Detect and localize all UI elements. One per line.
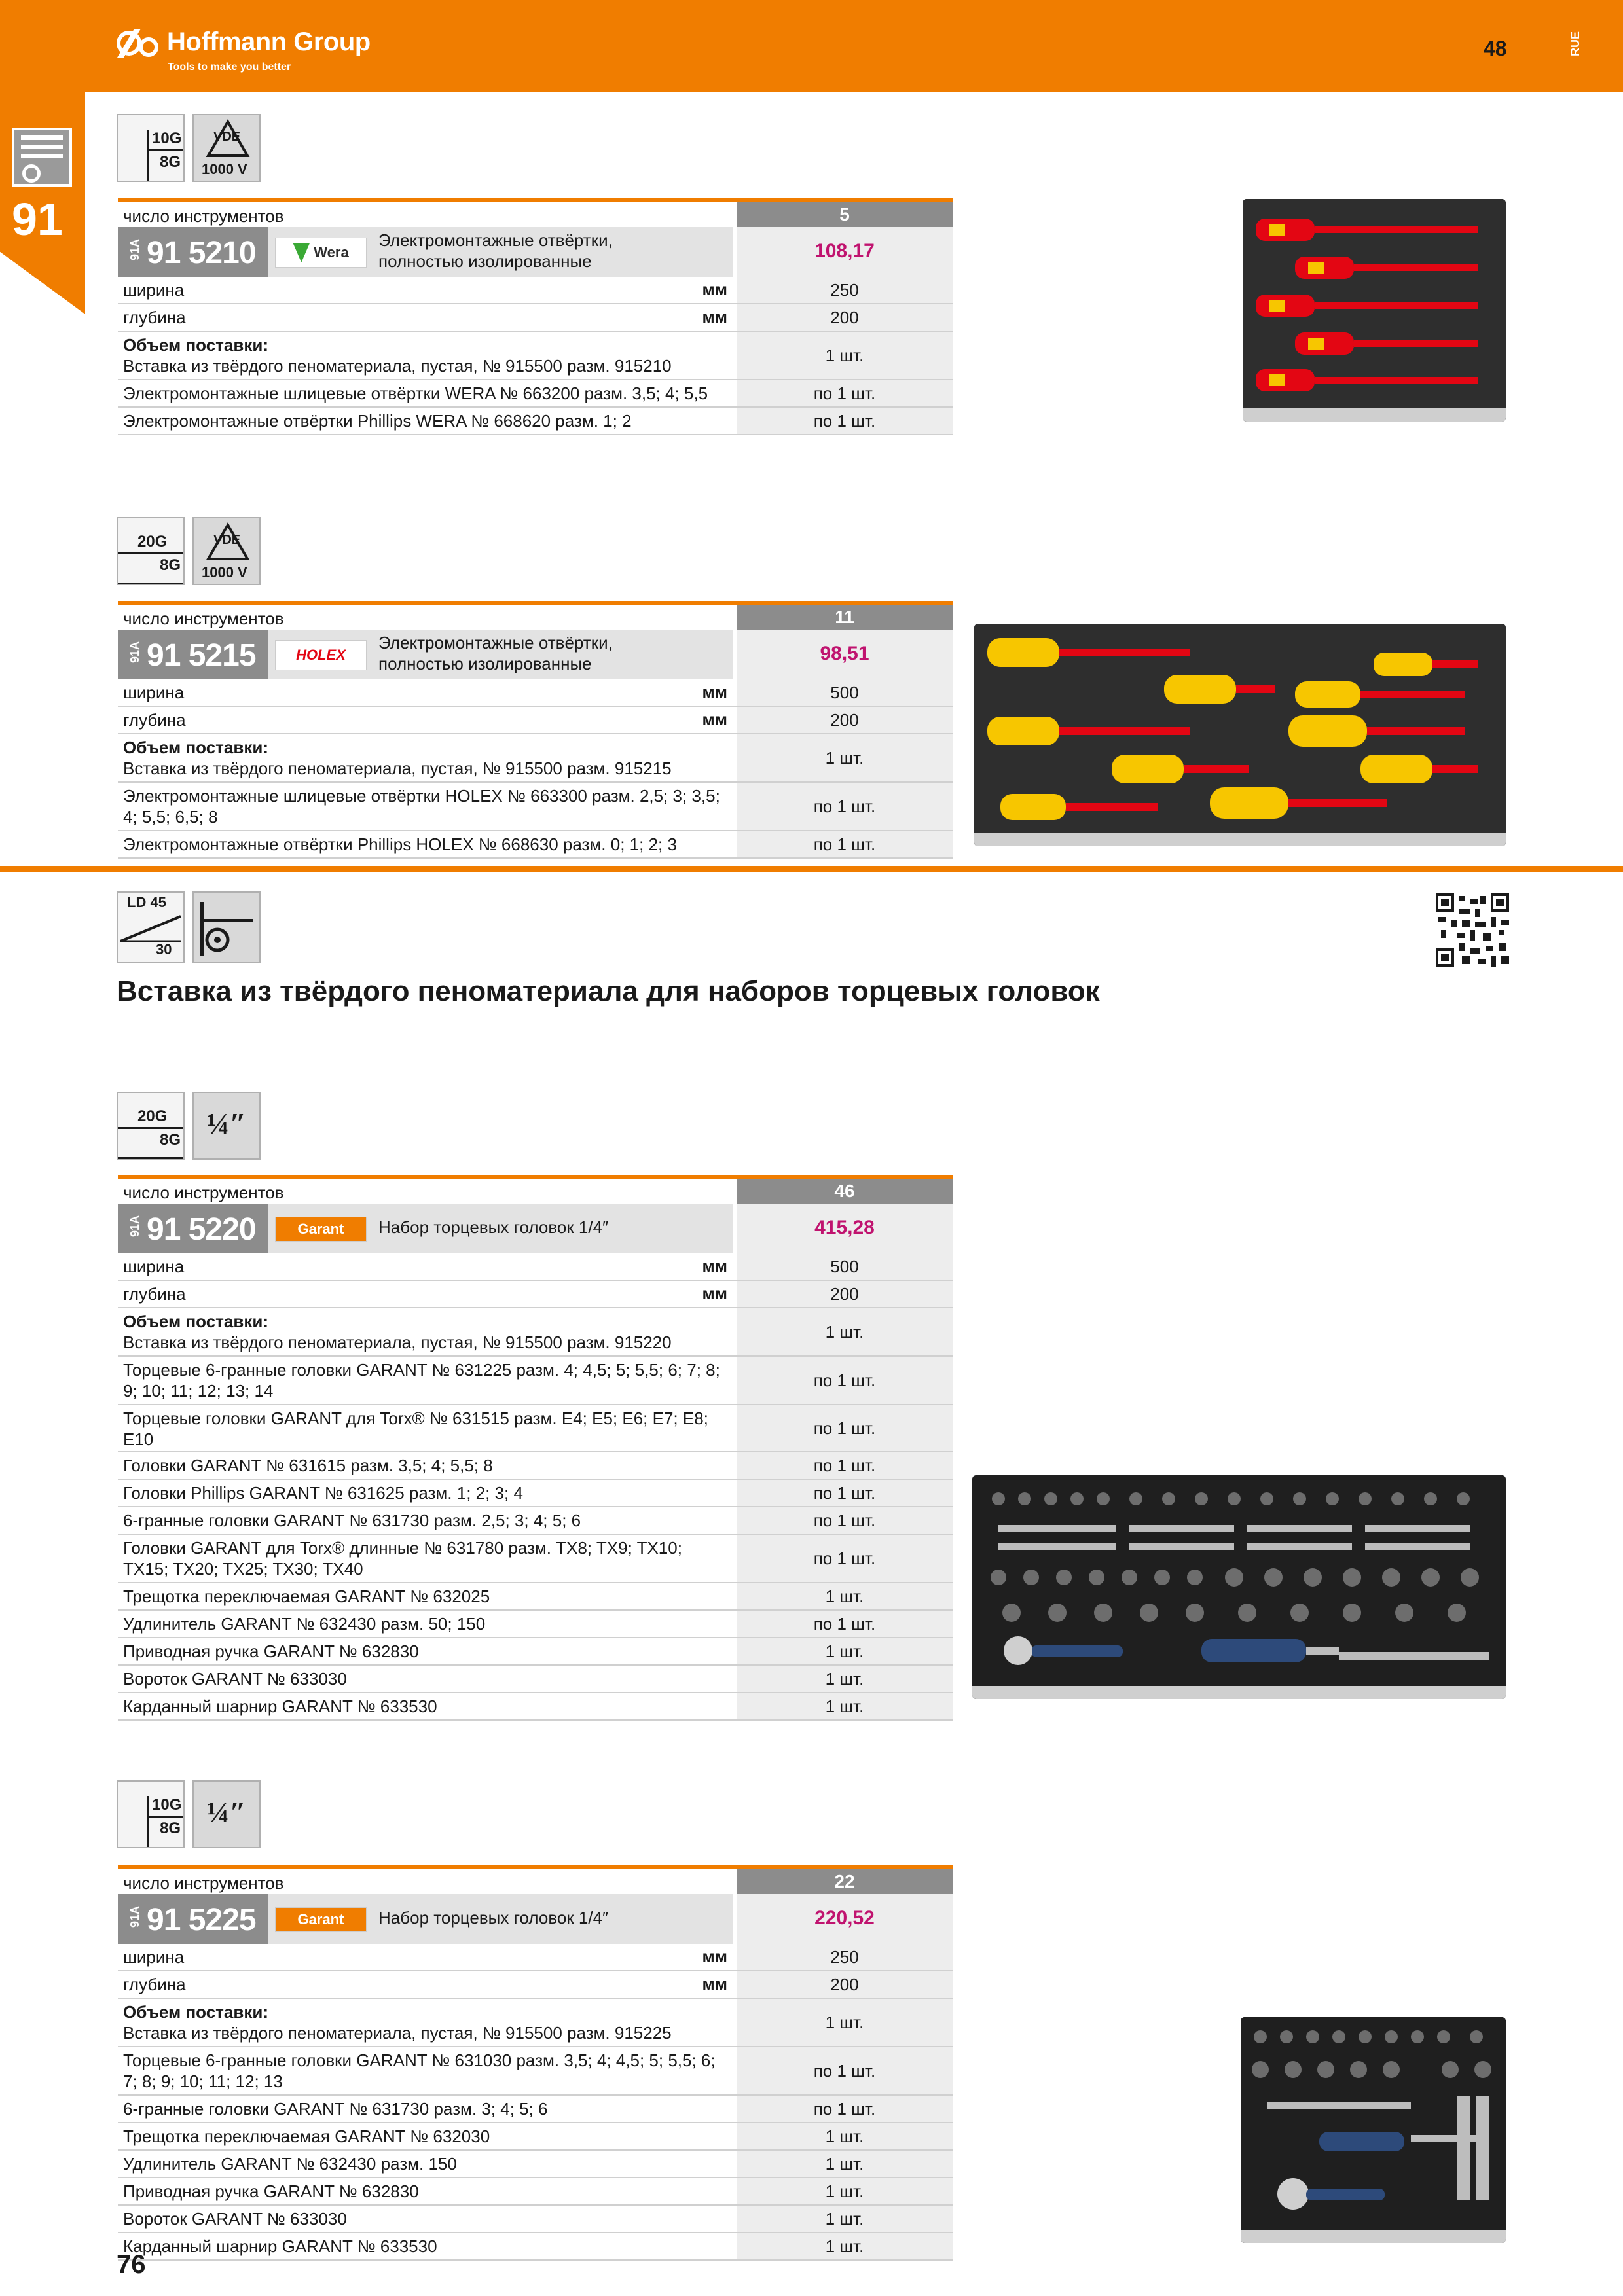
chapter-drawer-icon xyxy=(12,128,72,187)
drawer-height-icon: 20G 8G xyxy=(117,517,185,585)
spec-row: Вороток GARANT № 633030 1 шт. xyxy=(118,1666,953,1693)
price: 108,17 xyxy=(814,240,875,262)
product-block-915220 xyxy=(118,1175,953,1721)
tool-count: 22 xyxy=(737,1869,953,1894)
spec-row: Удлинитель GARANT № 632430 разм. 150 1 шт. xyxy=(118,2151,953,2178)
drawer-height-icon: 10G 8G xyxy=(117,114,185,182)
chapter-number: 91 xyxy=(12,194,63,245)
spec-row: глубина мм 200 xyxy=(118,1971,953,1999)
spec-row: ширина мм 250 xyxy=(118,1944,953,1971)
spec-row: Объем поставки: Вставка из твёрдого пеноматериала, пустая, № 915500 разм. 915215 1 шт. xyxy=(118,734,953,783)
tool-count: 46 xyxy=(737,1179,953,1204)
spec-row: Электромонтажные отвёртки Phillips WERA № 668620 разм. 1; 2 по 1 шт. xyxy=(118,408,953,435)
price: 220,52 xyxy=(814,1907,875,1929)
price: 98,51 xyxy=(820,643,869,664)
spec-row: Трещотка переключаемая GARANT № 632030 1 шт. xyxy=(118,2123,953,2151)
spec-row: Приводная ручка GARANT № 632830 1 шт. xyxy=(118,1638,953,1666)
holex-logo: HOLEX xyxy=(275,640,367,670)
product-block-915210 xyxy=(118,198,953,435)
section-separator xyxy=(0,866,1623,872)
spec-row: Вороток GARANT № 633030 1 шт. xyxy=(118,2206,953,2233)
spec-row: 6-гранные головки GARANT № 631730 разм. 3; 4; 5; 6 по 1 шт. xyxy=(118,2096,953,2123)
spec-row: ширина мм 500 xyxy=(118,1253,953,1281)
article-row[interactable]: 91A 91 5225 Garant Набор торцевых головок 1/4″ 220,52 xyxy=(118,1894,953,1944)
drawer-ld45-icon: LD 45 30 xyxy=(117,891,185,963)
spec-row: Объем поставки: Вставка из твёрдого пеноматериала, пустая, № 915500 разм. 915220 1 шт. xyxy=(118,1308,953,1357)
price: 415,28 xyxy=(814,1217,875,1238)
spec-row: Объем поставки: Вставка из твёрдого пеноматериала, пустая, № 915500 разм. 915225 1 шт. xyxy=(118,1999,953,2047)
spec-row: Карданный шарнир GARANT № 633530 1 шт. xyxy=(118,2233,953,2261)
spec-row: Трещотка переключаемая GARANT № 632025 1 шт. xyxy=(118,1583,953,1611)
spec-row: Головки GARANT № 631615 разм. 3,5; 4; 5,5; 8 по 1 шт. xyxy=(118,1452,953,1480)
section-title: Вставка из твёрдого пеноматериала для наборов торцевых головок xyxy=(117,975,1100,1007)
drawer-height-icon: 20G 8G xyxy=(117,1092,185,1160)
spec-row: Торцевые 6-гранные головки GARANT № 631030 разм. 3,5; 4; 4,5; 5; 5,5; 6; 7; 8; 9; 10; 11; 12; 13 по 1 шт. xyxy=(118,2047,953,2096)
brand-tagline: Tools to make you better xyxy=(168,62,291,73)
product-photo-915215 xyxy=(974,624,1506,846)
spec-row: ширина мм 500 xyxy=(118,679,953,707)
drawer-slide-icon xyxy=(192,891,261,963)
product-photo-915220 xyxy=(972,1475,1506,1699)
tool-count: 11 xyxy=(737,605,953,630)
article-row[interactable]: 91A 91 5215 HOLEX Электромонтажные отвёртки, полностью изолированные 98,51 xyxy=(118,630,953,679)
tool-count-row: число инструментов 22 xyxy=(118,1865,953,1894)
wera-logo: Wera xyxy=(275,238,367,268)
spec-row: Объем поставки: Вставка из твёрдого пеноматериала, пустая, № 915500 разм. 915210 1 шт. xyxy=(118,332,953,380)
product-photo-915225 xyxy=(1241,2017,1506,2243)
article-number: 91 5215 xyxy=(147,638,256,673)
spec-row: ширина мм 250 xyxy=(118,277,953,304)
spec-row: Электромонтажные шлицевые отвёртки HOLEX № 663300 разм. 2,5; 3; 3,5; 4; 5,5; 6,5; 8 по 1 шт. xyxy=(118,783,953,831)
spec-row: Электромонтажные шлицевые отвёртки WERA № 663200 разм. 3,5; 4; 5,5 по 1 шт. xyxy=(118,380,953,408)
spec-row: глубина мм 200 xyxy=(118,707,953,734)
product-photo-915210 xyxy=(1243,199,1506,422)
spec-row: Удлинитель GARANT № 632430 разм. 50; 150 по 1 шт. xyxy=(118,1611,953,1638)
spec-row: 6-гранные головки GARANT № 631730 разм. 2,5; 3; 4; 5; 6 по 1 шт. xyxy=(118,1507,953,1535)
qr-code-icon[interactable] xyxy=(1436,893,1509,967)
spec-row: Электромонтажные отвёртки Phillips HOLEX № 668630 разм. 0; 1; 2; 3 по 1 шт. xyxy=(118,831,953,859)
spec-row: глубина мм 200 xyxy=(118,1281,953,1308)
spec-row: Торцевые головки GARANT для Torx® № 631515 разм. E4; E5; E6; E7; E8; E10 по 1 шт. xyxy=(118,1405,953,1452)
vde-1000v-icon: VDE 1000 V xyxy=(192,114,261,182)
product-block-915225 xyxy=(118,1865,953,2261)
spec-row: Головки Phillips GARANT № 631625 разм. 1; 2; 3; 4 по 1 шт. xyxy=(118,1480,953,1507)
spec-row: Карданный шарнир GARANT № 633530 1 шт. xyxy=(118,1693,953,1721)
article-row[interactable]: 91A 91 5220 Garant Набор торцевых головок 1/4″ 415,28 xyxy=(118,1204,953,1253)
spec-row: Торцевые 6-гранные головки GARANT № 631225 разм. 4; 4,5; 5; 5,5; 6; 7; 8; 9; 10; 11; 12; 13; 14 по 1 шт. xyxy=(118,1357,953,1405)
tool-count: 5 xyxy=(737,202,953,227)
page-number: 76 xyxy=(117,2250,146,2279)
article-number: 91 5220 xyxy=(147,1212,256,1247)
hoffmann-logo-icon xyxy=(115,24,160,60)
garant-logo: Garant xyxy=(275,1907,367,1932)
article-row[interactable]: 91A 91 5210 Wera Электромонтажные отвёртки, полностью изолированные 108,17 xyxy=(118,227,953,277)
garant-logo: Garant xyxy=(275,1217,367,1242)
tool-count-row: число инструментов 46 xyxy=(118,1175,953,1204)
hoffmann-logo[interactable] xyxy=(115,24,371,60)
drive-quarter-inch-icon: ¼″ xyxy=(192,1780,261,1848)
drawer-height-icon: 10G 8G xyxy=(117,1780,185,1848)
vde-1000v-icon: VDE 1000 V xyxy=(192,517,261,585)
drive-quarter-inch-icon: ¼″ xyxy=(192,1092,261,1160)
article-number: 91 5225 xyxy=(147,1903,256,1937)
page-marker: 48 xyxy=(1484,37,1507,60)
brand-name: Hoffmann Group xyxy=(167,27,371,56)
article-number: 91 5210 xyxy=(147,236,256,270)
spec-row: глубина мм 200 xyxy=(118,304,953,332)
product-block-915215 xyxy=(118,601,953,859)
tool-count-row: число инструментов 11 xyxy=(118,601,953,630)
spec-row: Приводная ручка GARANT № 632830 1 шт. xyxy=(118,2178,953,2206)
language-marker: RUE xyxy=(1569,31,1582,56)
spec-row: Головки GARANT для Torx® длинные № 631780 разм. TX8; TX9; TX10; TX15; TX20; TX25; TX30; TX40 по 1 шт. xyxy=(118,1535,953,1583)
tool-count-row: число инструментов 5 xyxy=(118,198,953,227)
